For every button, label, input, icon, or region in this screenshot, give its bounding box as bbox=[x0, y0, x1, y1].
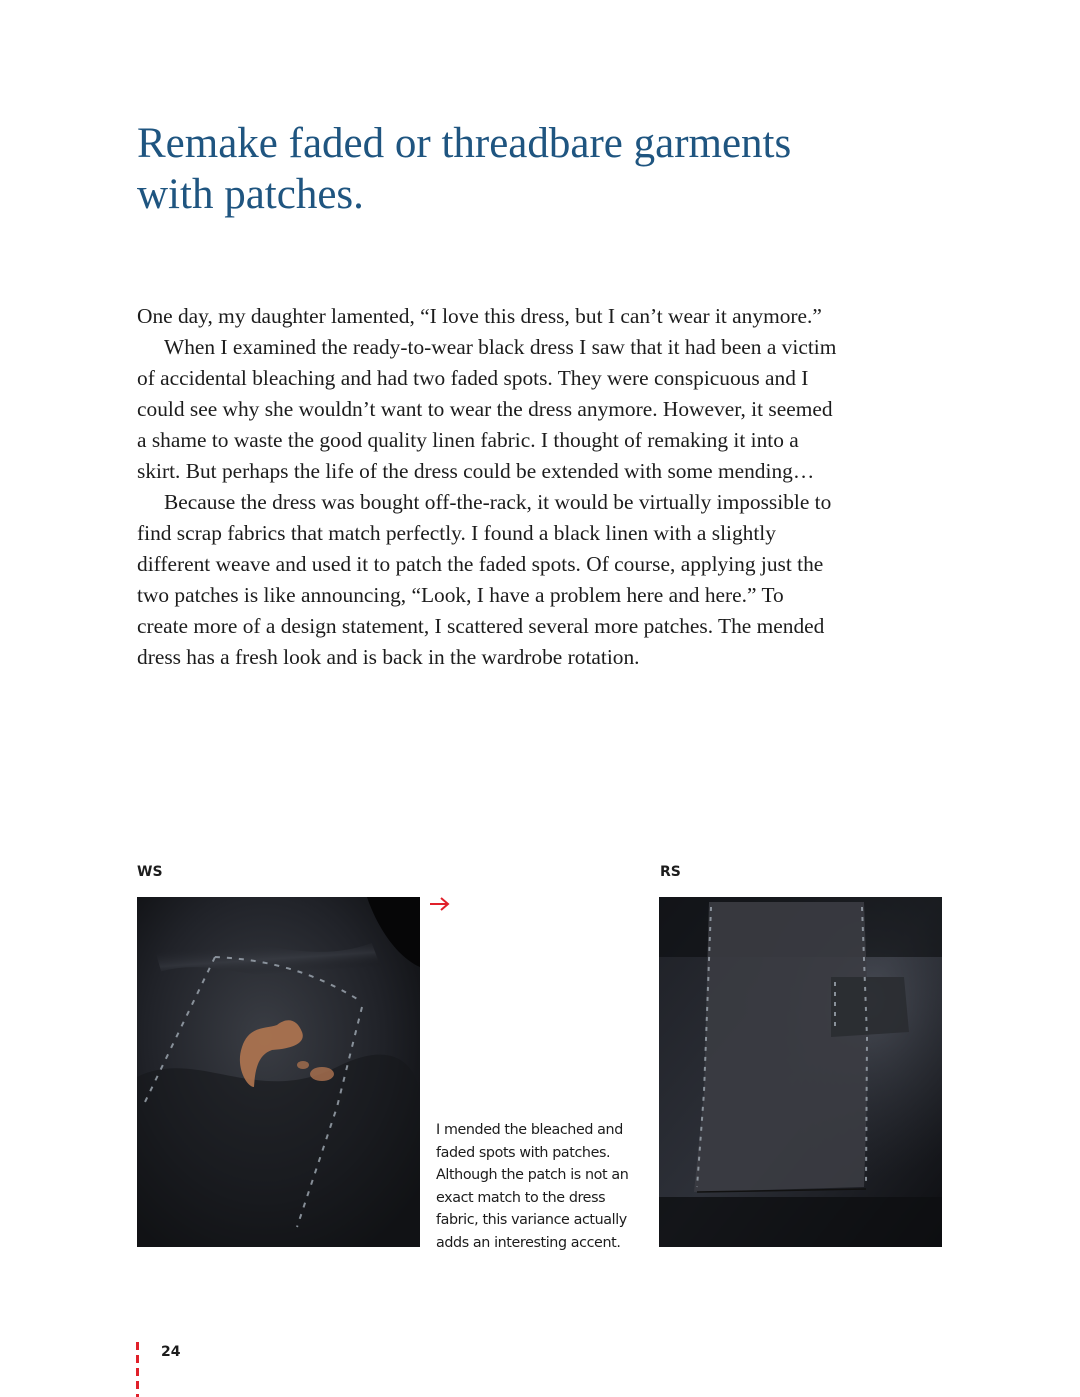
ws-photo bbox=[137, 897, 420, 1247]
paragraph: Because the dress was bought off-the-rack, it would be virtually impossible to find scrap fabrics that match perfectly. I found a black linen with a slightly different weave and used it to patch the faded spots. Of course, applying just the two patches is like announcing, “Look, I have a problem here and here.” To create more of a design statement, I scattered several more patches. The mended dress has a fresh look and is back in the wardrobe rotation. bbox=[137, 490, 832, 669]
paragraph: One day, my daughter lamented, “I love this dress, but I can’t wear it anymore.” bbox=[137, 304, 822, 328]
rs-label: RS bbox=[660, 864, 681, 880]
ws-label: WS bbox=[137, 864, 163, 880]
folio-rule bbox=[136, 1342, 139, 1397]
arrow-right-icon bbox=[428, 896, 452, 912]
page-title: Remake faded or threadbare garments with patches. bbox=[137, 120, 792, 218]
paragraph: When I examined the ready-to-wear black dress I saw that it had been a victim of accidental bleaching and had two faded spots. They were conspicuous and I could see why she wouldn’t want to wear the dress anymore. However, it seemed a shame to waste the good quality linen fabric. I thought of remaking it into a skirt. But perhaps the life of the dress could be extended with some mending… bbox=[137, 335, 837, 483]
rs-photo bbox=[659, 897, 942, 1247]
page-number: 24 bbox=[161, 1344, 181, 1360]
body-text bbox=[137, 301, 837, 673]
figure-caption: I mended the bleached and faded spots with patches. Although the patch is not an exact match to the dress fabric, this variance actually adds an interesting accent. bbox=[436, 1122, 629, 1251]
